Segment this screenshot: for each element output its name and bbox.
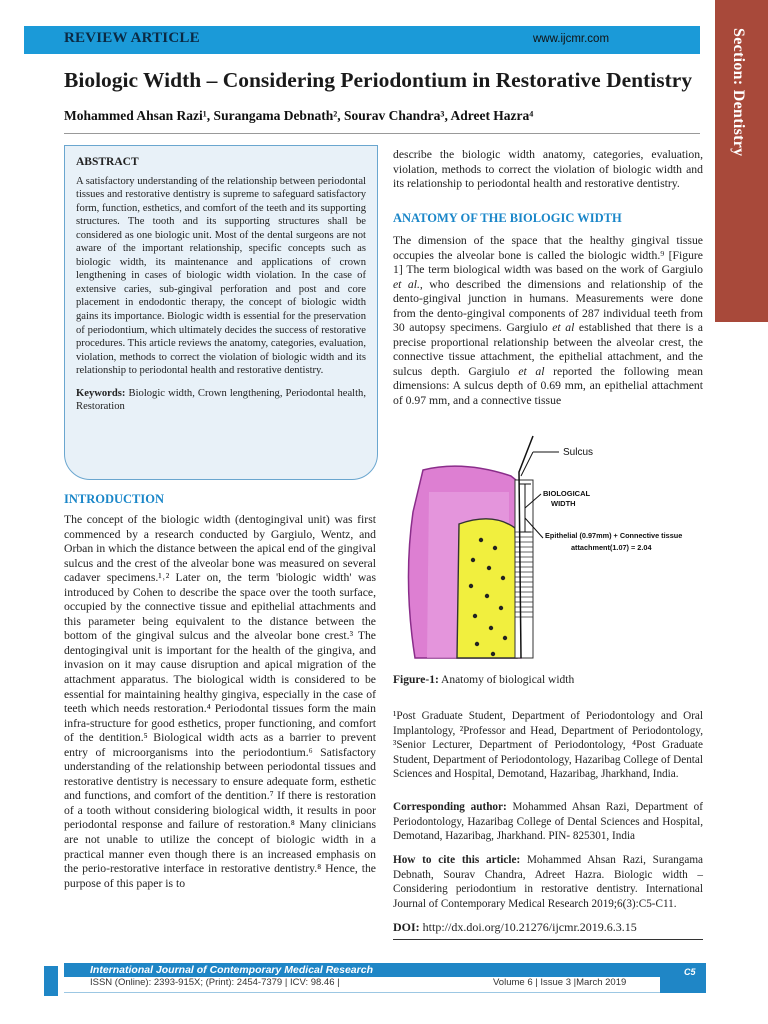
- biologic-width-diagram: [393, 432, 703, 664]
- doi: DOI: http://dx.doi.org/10.21276/ijcmr.2019.6.3.15: [393, 920, 637, 934]
- label-sulcus: Sulcus: [563, 447, 594, 458]
- footer-stripe: [44, 966, 58, 996]
- footer-journal-name: International Journal of Contemporary Medical Research: [90, 964, 373, 976]
- label-equation-2: attachment(1.07) = 2.04: [571, 543, 652, 552]
- citation: How to cite this article: Mohammed Ahsan Razi, Surangama Debnath, Sourav Chandra, Adreet Hazra. Biologic width – Considering periodontium in restorative dentistry. International Journal of Contemporary Medical Research 2019;6(3):C5-C11.: [393, 854, 703, 910]
- page-number: C5: [684, 967, 696, 977]
- introduction-body: The concept of the biologic width (dentogingival unit) was first commenced by a research conducted by Gargiulo, Wentz, and Orban in which the distance between the apical end of the gingival sulcus and the crest of the alveolar bone was measured on several cadaver specimens.¹˒² Later on, the term 'biologic width' was introduced by Cohen to describe the space over the tooth surface, occupied by the connective tissue and epithelial attachments and this parameter being equivalent to the distance between the bottom of the gingival sulcus and the alveolar bone crest.³ The dentogingival unit is important for the health of the gingiva, and invasion on it may cause disruption and apical migration of the attachment apparatus. The biological width is considered to be essential for maintaining healthy gingiva, especially in the case of teeth which needs restoration.⁴ Periodontal tissues form the main infra-structure for good esthetics, proper functioning, and comfort of the dentition.⁵ Biological width acts as a barrier to prevent entry of microorganisms into the periodontium.⁶ Satisfactory understanding of the relationship between periodontal tissues and restorative dentistry is necessary to ensure adequate form, esthetic and functions, and comfort of the dentition.⁷ If there is restoration of a tooth without considering biological width, it results in poor periodontal response and failure of restoration.⁸ Many clinicians are not unable to utilize the concept of biologic width in a practical manner even though there is an increased emphasis on the perio-restorative interface in restorative dentistry.⁸ Hence, the purpose of this paper is to: [64, 513, 376, 890]
- introduction-heading: INTRODUCTION: [64, 492, 165, 506]
- footer-issn: ISSN (Online): 2393-915X; (Print): 2454-7379 | ICV: 98.46 |: [90, 977, 340, 988]
- abstract-body: A satisfactory understanding of the relationship between periodontal tissues and restorative dentistry is supreme to safeguard satisfactory form, function, esthetics, and comfort of the teeth and its supporting structures. The tooth and its supporting structures shall be considered as one biologic unit. Most of the dental surgeons are not aware of the important relationship, specific concepts such as biologic width, its maintenance and applications of crown lengthening in cases of biologic width violation. In the case of extensive caries, sub-gingival perforation and post and core placement in endodontic therapy, the concept of biologic width gains its importance. Biologic width is essential for the preservation of periodontium, which ultimately decides the success of restorative procedures. This article reviews the anatomy, categories, evaluation, violation, methods to correct the violation of biologic width and its relationship to periodontal health and restorative dentistry.: [76, 175, 366, 377]
- doi-divider: [393, 939, 703, 940]
- section-label: Section: Dentistry: [730, 28, 747, 157]
- introduction-continued: describe the biologic width anatomy, categories, evaluation, violation, methods to correct the violation of biologic width and its relationship to periodontal health and restorative dentistry.: [393, 148, 703, 191]
- label-biological-width-1: BIOLOGICAL: [543, 489, 591, 498]
- corresponding-author: Corresponding author: Mohammed Ahsan Razi, Department of Periodontology, Hazaribag College of Dental Sciences and Hospital, Demotand, Hazaribag, Jharkhand. PIN- 825301, India: [393, 801, 703, 842]
- doi-link[interactable]: http://dx.doi.org/10.21276/ijcmr.2019.6.3.15: [419, 920, 637, 934]
- affiliations: ¹Post Graduate Student, Department of Periodontology and Oral Implantology, ²Professor and Head, Department of Periodontology, ³Senior Lecturer, Department of Periodontology, ⁴Post Graduate Student, Department of Periodontology, Hazaribag College of Dental Sciences and Hospital, Demotand, Hazaribag, Jharkhand, India.: [393, 710, 703, 780]
- alveolar-bone-shape: [457, 519, 517, 658]
- anatomy-body: The dimension of the space that the healthy gingival tissue occupies the alveolar bone is called the biologic width.⁹ [Figure 1] The term biological width was based on the work of Gargiulo et al., who described the dimensions and relationship of the dento-gingival junction in humans. Measurements were done from the dento-gingival components of 287 individual teeth from 30 autopsy specimens. Gargiulo et al established that there is a precise proportional relationship between the alveolar crest, the connective tissue attachment, the epithelial attachment, and the sulcus depth. Gargiulo et al reported the following mean dimensions: A sulcus depth of 0.69 mm, an epithelial attachment of 0.97 mm, and a connective tissue: [393, 234, 703, 408]
- abstract-heading: ABSTRACT: [76, 156, 139, 168]
- article-type-label: REVIEW ARTICLE: [64, 30, 200, 46]
- abstract-box: [64, 145, 378, 480]
- article-title: Biologic Width – Considering Periodontium in Restorative Dentistry: [64, 68, 693, 92]
- figure-biologic-width: [393, 432, 703, 664]
- keywords-text: Biologic width, Crown lengthening, Periodontal health, Restoration: [76, 387, 366, 413]
- page-number-tab: [660, 963, 706, 993]
- anatomy-heading: ANATOMY OF THE BIOLOGIC WIDTH: [393, 211, 622, 225]
- label-biological-width-2: WIDTH: [551, 499, 576, 508]
- figure-caption: Figure-1: Anatomy of biological width: [393, 674, 575, 686]
- label-equation-1: Epithelial (0.97mm) + Connective tissue: [545, 531, 683, 540]
- journal-url[interactable]: www.ijcmr.com: [533, 33, 610, 45]
- keywords-label: Keywords:: [76, 387, 126, 399]
- title-divider: [64, 133, 700, 134]
- keywords: [76, 387, 366, 414]
- footer-volume: Volume 6 | Issue 3 |March 2019: [493, 977, 627, 988]
- author-list: Mohammed Ahsan Razi¹, Surangama Debnath², Sourav Chandra³, Adreet Hazra⁴: [64, 108, 534, 123]
